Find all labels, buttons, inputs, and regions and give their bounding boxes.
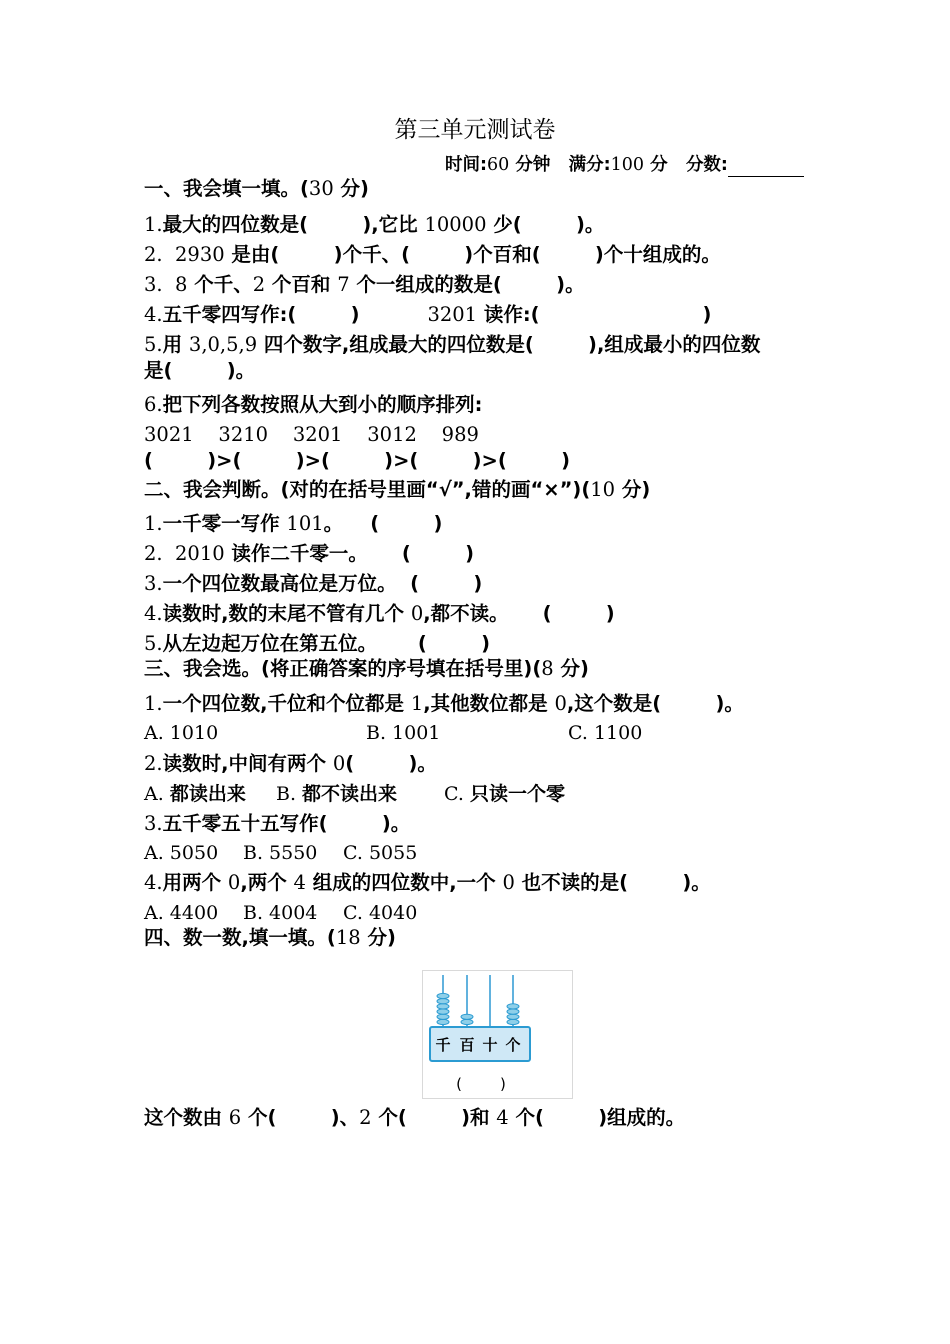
s1-q6-order-blanks[interactable]: ( )>( )>( )>( )>( ) bbox=[144, 449, 571, 472]
q-value: 4 bbox=[496, 1106, 509, 1129]
s3-q4-option-c[interactable]: C. 4040 bbox=[343, 902, 418, 924]
abacus-beads bbox=[437, 993, 519, 1024]
q-text: 这个数由 bbox=[144, 1106, 229, 1129]
q-number: 4. bbox=[144, 871, 163, 894]
time-value: 60 bbox=[487, 155, 510, 175]
s2-question-5 bbox=[144, 631, 490, 657]
q-text: 读作:( ) bbox=[477, 303, 712, 326]
q-value: 0 bbox=[227, 871, 241, 894]
q-text: 。 ( ) bbox=[323, 512, 443, 535]
section4-heading bbox=[144, 925, 396, 951]
s1-question-2 bbox=[144, 242, 721, 268]
heading-end: 分) bbox=[333, 177, 369, 200]
s1-question-3 bbox=[144, 272, 585, 298]
q-text: 一个四位数最高位是万位。 ( ) bbox=[162, 572, 483, 595]
s3-q3-option-b[interactable]: B. 5550 bbox=[243, 842, 318, 864]
s3-q3-option-c[interactable]: C. 5055 bbox=[343, 842, 418, 864]
heading-text: 四、数一数,填一填。( bbox=[144, 926, 336, 949]
s3-q2-option-c[interactable] bbox=[444, 781, 565, 807]
abacus-answer-paren[interactable]: ( ) bbox=[456, 1075, 506, 1093]
s3-question-4 bbox=[144, 870, 711, 896]
q-number: 5. bbox=[144, 632, 163, 655]
heading-end: 分) bbox=[360, 926, 396, 949]
q-number: 3. bbox=[144, 572, 163, 595]
s3-q1-option-a[interactable]: A. 1010 bbox=[144, 722, 219, 744]
abacus-bead-thousands bbox=[437, 1009, 449, 1014]
heading-end: 分) bbox=[615, 478, 651, 501]
q-value: 6 bbox=[228, 1106, 242, 1129]
full-score-label: 满分: bbox=[568, 155, 611, 175]
option-text: 只读一个零 bbox=[469, 783, 565, 805]
s3-question-1 bbox=[144, 691, 744, 717]
q-number: 6. bbox=[144, 393, 163, 416]
s3-q4-option-b[interactable]: B. 4004 bbox=[243, 902, 318, 924]
q-value: 0 bbox=[554, 692, 567, 715]
q-text: 四个数字,组成最大的四位数是( ),组成最小的四位数 bbox=[257, 333, 761, 356]
score-blank[interactable] bbox=[728, 158, 804, 177]
q-value: 0 bbox=[410, 602, 424, 625]
exam-meta bbox=[445, 153, 804, 177]
section3-heading bbox=[144, 656, 589, 682]
full-score-value: 100 bbox=[610, 155, 645, 175]
s3-q4-option-a[interactable]: A. 4400 bbox=[144, 902, 219, 924]
q-number: 2. 2930 bbox=[144, 243, 225, 266]
s2-question-2 bbox=[144, 541, 474, 567]
abacus-svg bbox=[423, 971, 572, 1098]
q-number: 1. bbox=[144, 512, 163, 535]
abacus-bead-thousands bbox=[437, 993, 449, 998]
q-number: 2. bbox=[144, 752, 163, 775]
q-text: 是由( )个千、( )个百和( )个十组成的。 bbox=[224, 243, 721, 266]
q-text: 把下列各数按照从大到小的顺序排列: bbox=[162, 393, 483, 416]
abacus-bead-thousands bbox=[437, 999, 449, 1004]
q-text: 一千零一写作 bbox=[162, 512, 287, 535]
abacus-bead-thousands bbox=[437, 1019, 449, 1024]
q-text: 个( )和 bbox=[371, 1106, 497, 1129]
abacus-bead-thousands bbox=[437, 1014, 449, 1019]
full-score-unit: 分 bbox=[644, 155, 668, 175]
q-text: 组成的四位数中,一个 bbox=[305, 871, 503, 894]
q-value: 3,0,5,9 bbox=[188, 333, 258, 356]
time-unit: 分钟 bbox=[509, 155, 551, 175]
abacus-bead-thousands bbox=[437, 1004, 449, 1009]
abacus-label-hundreds: 百 bbox=[459, 1036, 475, 1054]
section1-heading bbox=[144, 176, 369, 202]
q-value: 3201 bbox=[427, 303, 478, 326]
q-value: 0 bbox=[332, 752, 346, 775]
s2-question-1 bbox=[144, 511, 442, 537]
q-text: 个千、 bbox=[187, 273, 253, 296]
s3-q3-option-a[interactable]: A. 5050 bbox=[144, 842, 219, 864]
q-text: 一个四位数,千位和个位都是 bbox=[162, 692, 411, 715]
s1-question-5 bbox=[144, 332, 760, 358]
q-text: 读数时,中间有两个 bbox=[162, 752, 333, 775]
q-value: 7 bbox=[337, 273, 350, 296]
q-number: 1. bbox=[144, 213, 163, 236]
s2-question-3 bbox=[144, 571, 482, 597]
s3-q1-option-b[interactable]: B. 1001 bbox=[366, 722, 441, 744]
q-number: 1. bbox=[144, 692, 163, 715]
option-letter: B. bbox=[276, 783, 303, 805]
heading-points: 18 bbox=[335, 926, 361, 949]
s3-q2-option-b[interactable] bbox=[276, 781, 397, 807]
abacus-label-tens: 十 bbox=[482, 1036, 498, 1054]
page-title: 第三单元测试卷 bbox=[394, 117, 556, 143]
heading-text: 一、我会填一填。( bbox=[144, 177, 309, 200]
q-text: 也不读的是( )。 bbox=[514, 871, 711, 894]
q-number: 3. 8 bbox=[144, 273, 188, 296]
heading-text: 三、我会选。(将正确答案的序号填在括号里)( bbox=[144, 657, 542, 680]
q-value: 101 bbox=[286, 512, 324, 535]
q-number: 5. bbox=[144, 333, 163, 356]
q-number: 4. bbox=[144, 303, 163, 326]
heading-text: 二、我会判断。(对的在括号里画“√”,错的画“×”)( bbox=[144, 478, 591, 501]
q-text: ,都不读。 ( ) bbox=[423, 602, 615, 625]
q-value: 4 bbox=[293, 871, 306, 894]
abacus-figure bbox=[422, 970, 573, 1099]
abacus-bead-ones bbox=[507, 1019, 519, 1024]
s1-question-6 bbox=[144, 392, 482, 418]
abacus-bead-ones bbox=[507, 1009, 519, 1014]
q-text: ( )。 bbox=[345, 752, 437, 775]
section2-heading bbox=[144, 477, 650, 503]
q-text: ,这个数是( )。 bbox=[566, 692, 744, 715]
heading-points: 10 bbox=[590, 478, 616, 501]
q-text: 读作二千零一。 ( ) bbox=[224, 542, 475, 565]
s1-question-4 bbox=[144, 302, 711, 328]
abacus-label-thousands: 千 bbox=[435, 1036, 451, 1054]
q-value: 0 bbox=[502, 871, 515, 894]
s2-question-4 bbox=[144, 601, 615, 627]
q-number: 3. bbox=[144, 812, 163, 835]
q-value: 2 bbox=[359, 1106, 372, 1129]
s4-sentence bbox=[144, 1105, 685, 1131]
abacus-bead-hundreds bbox=[461, 1019, 473, 1024]
s3-question-2 bbox=[144, 751, 437, 777]
q-value: 1 bbox=[410, 692, 424, 715]
q-number: 2. 2010 bbox=[144, 542, 225, 565]
s3-question-3 bbox=[144, 811, 410, 837]
q-text: 从左边起万位在第五位。 ( ) bbox=[162, 632, 490, 655]
abacus-bead-ones bbox=[507, 1004, 519, 1009]
q-text: 读数时,数的末尾不管有几个 bbox=[162, 602, 411, 625]
q-text: 少( )。 bbox=[486, 213, 605, 236]
q-text: 五千零四写作:( ) bbox=[162, 303, 428, 326]
time-label: 时间: bbox=[445, 155, 487, 175]
option-letter: C. bbox=[444, 783, 470, 805]
abacus-bead-hundreds bbox=[461, 1014, 473, 1019]
abacus-rods bbox=[443, 975, 513, 1027]
q-text: 用两个 bbox=[162, 871, 228, 894]
q-text: 个( )组成的。 bbox=[508, 1106, 686, 1129]
abacus-label-ones: 个 bbox=[505, 1036, 521, 1054]
q-text: 个一组成的数是( )。 bbox=[349, 273, 585, 296]
q-value: 10000 bbox=[424, 213, 487, 236]
s3-q1-option-c[interactable]: C. 1100 bbox=[568, 722, 643, 744]
s3-q2-option-a[interactable] bbox=[144, 781, 246, 807]
score-label: 分数: bbox=[685, 155, 728, 175]
q-text: 五千零五十五写作( )。 bbox=[162, 812, 411, 835]
s1-q6-numbers: 3021 3210 3201 3012 989 bbox=[144, 423, 479, 446]
option-text: 都读出来 bbox=[169, 783, 246, 805]
option-text: 都不读出来 bbox=[302, 783, 398, 805]
heading-points: 30 bbox=[308, 177, 334, 200]
q-text: 用 bbox=[162, 333, 189, 356]
q-text: 最大的四位数是( ),它比 bbox=[162, 213, 425, 236]
q-text: 个( )、 bbox=[241, 1106, 360, 1129]
q-text: ,其他数位都是 bbox=[423, 692, 555, 715]
s1-question-1 bbox=[144, 212, 604, 238]
heading-points: 8 bbox=[541, 657, 554, 680]
abacus-bead-ones bbox=[507, 1014, 519, 1019]
option-letter: A. bbox=[144, 783, 170, 805]
q-text: ,两个 bbox=[240, 871, 294, 894]
s1-question-5-cont: 是( )。 bbox=[144, 359, 256, 382]
q-text: 个百和 bbox=[265, 273, 338, 296]
heading-end: 分) bbox=[553, 657, 589, 680]
q-value: 2 bbox=[252, 273, 266, 296]
q-number: 4. bbox=[144, 602, 163, 625]
